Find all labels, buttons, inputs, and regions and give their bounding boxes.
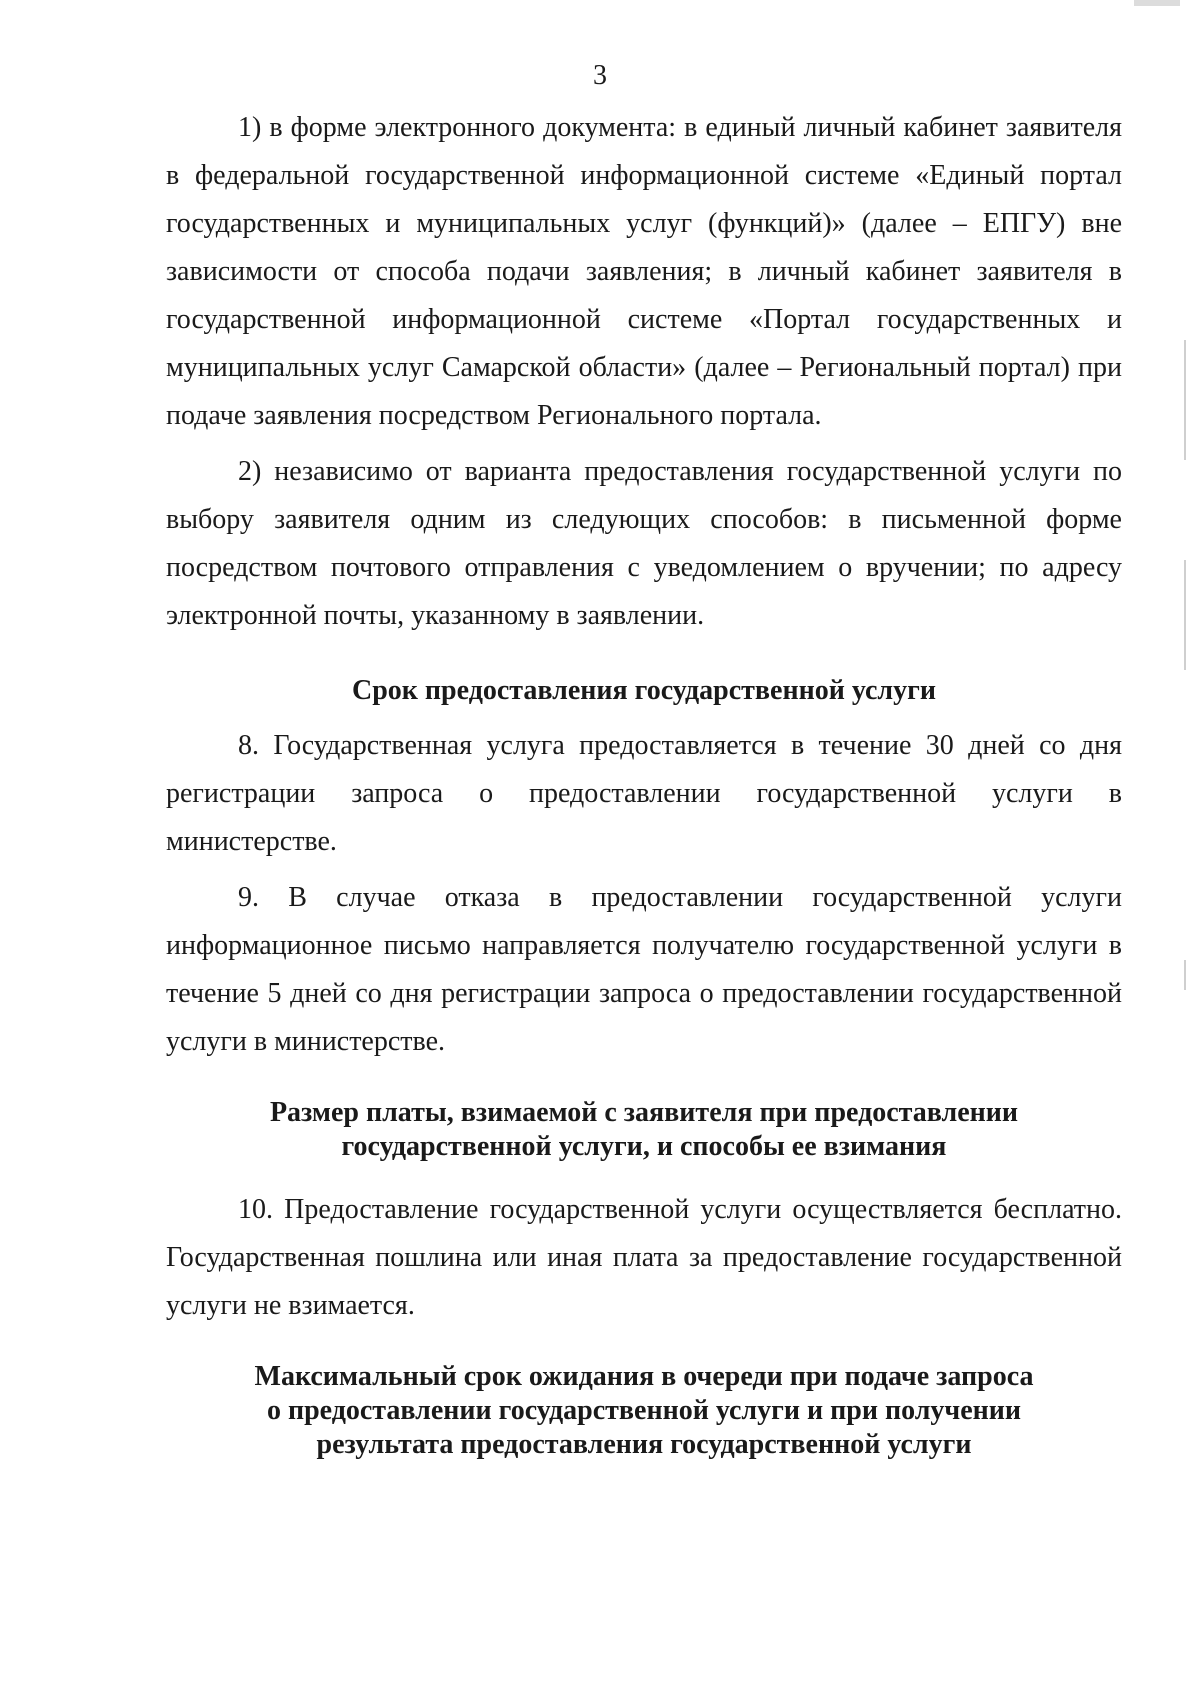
paragraph-9: 9. В случае отказа в предоставлении государственной услуги информационное письмо направляется получателю государственной услуги в течение 5 дней со дня регистрации запроса о предоставлении государственной услуги в министерстве.	[166, 882, 1122, 1057]
heading-line: о предоставлении государственной услуги и при получении	[266, 1395, 1022, 1426]
section-heading-queue	[166, 1360, 1122, 1462]
paragraph-delivery-electronic: 1) в форме электронного документа: в единый личный кабинет заявителя в федеральной государственной информационной системе «Единый портал государственных и муниципальных услуг (функций)» (далее – ЕПГУ) вне зависимости от способа подачи заявления; в личный кабинет заявителя в государственной информационной системе «Портал государственных и муниципальных услуг Самарской области» (далее – Региональный портал) при подаче заявления посредством Регионального портала.	[166, 112, 1122, 431]
heading-line: государственной услуги, и способы ее взимания	[341, 1131, 947, 1162]
scan-artifact	[1184, 560, 1186, 670]
page-number: 3	[593, 60, 607, 91]
scan-artifact	[1184, 960, 1186, 990]
document-body	[166, 104, 1122, 1462]
heading-line: результата предоставления государственной услуги	[316, 1429, 972, 1460]
paragraph-8: 8. Государственная услуга предоставляется в течение 30 дней со дня регистрации запроса о предоставлении государственной услуги в министерстве.	[166, 730, 1122, 857]
scan-artifact	[1184, 340, 1186, 460]
paragraph-delivery-independent: 2) независимо от варианта предоставления государственной услуги по выбору заявителя одним из следующих способов: в письменной форме посредством почтового отправления с уведомлением о вручении; по адресу электронной почты, указанному в заявлении.	[166, 456, 1122, 631]
section-heading-fee	[166, 1096, 1122, 1164]
scan-artifact	[1134, 0, 1180, 6]
section-heading-term: Срок предоставления государственной услуги	[352, 675, 936, 706]
heading-line: Максимальный срок ожидания в очереди при подаче запроса	[254, 1361, 1034, 1392]
paragraph-10: 10. Предоставление государственной услуги осуществляется бесплатно. Государственная пошлина или иная плата за предоставление государственной услуги не взимается.	[166, 1194, 1122, 1321]
heading-line: Размер платы, взимаемой с заявителя при предоставлении	[269, 1097, 1019, 1128]
